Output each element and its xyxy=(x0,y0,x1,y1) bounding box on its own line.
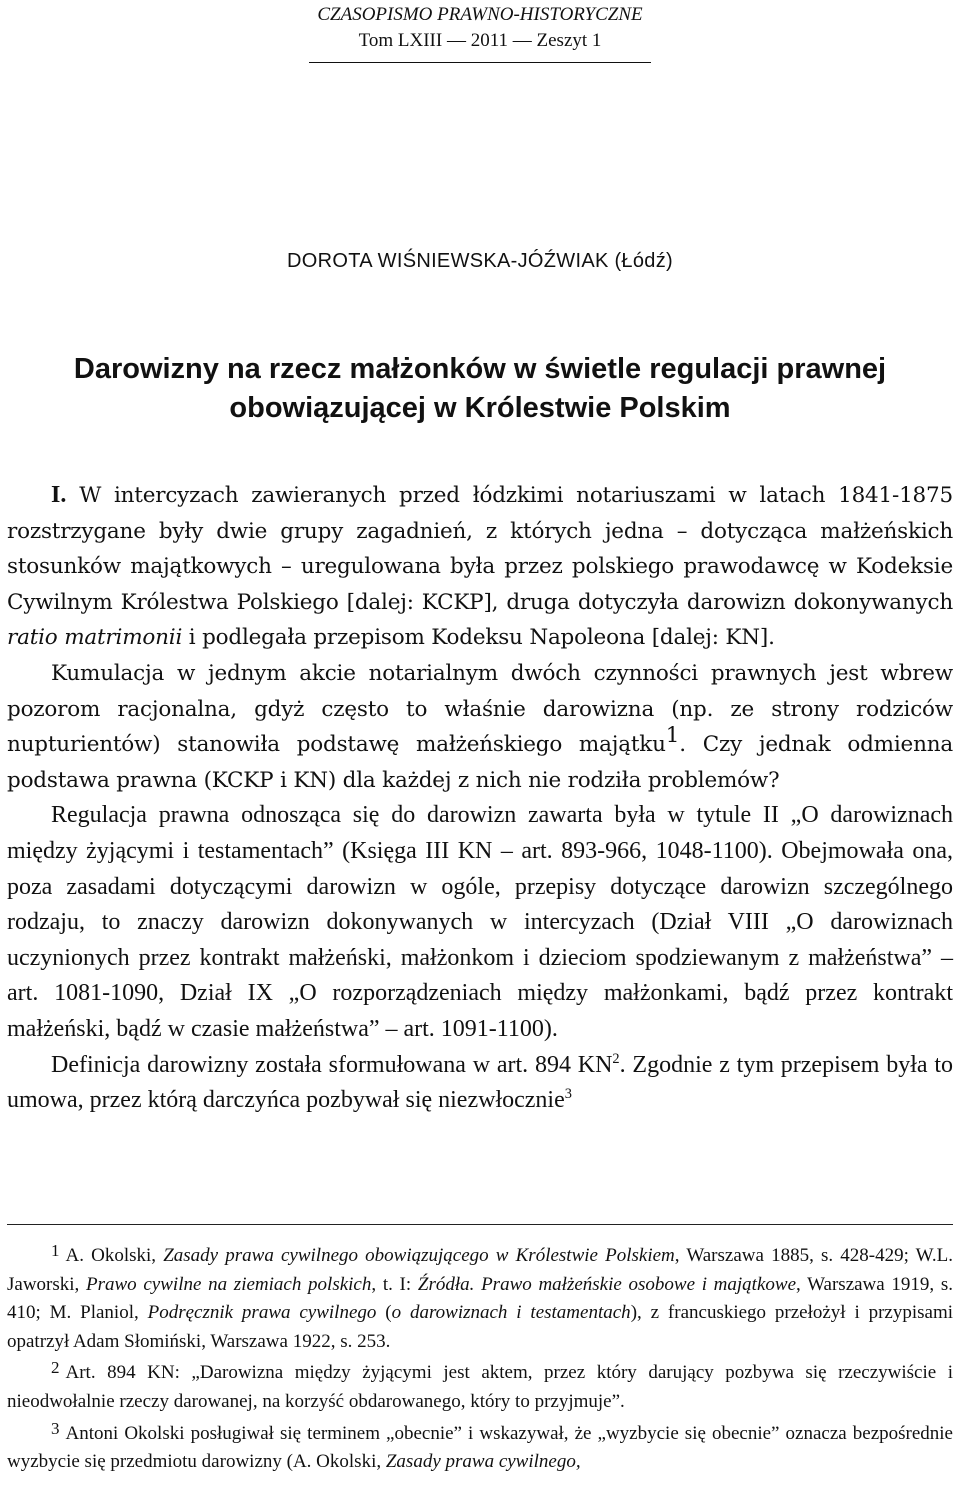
footnote-text: ), z francuskiego przełożył i przypisami opatrzył Adam Słomiński, Warszawa 1922, s. 253. xyxy=(7,1302,954,1352)
footnote-number: 1 xyxy=(51,1241,60,1260)
title-line-2: obowiązującej w Królestwie Polskim xyxy=(229,392,731,424)
cited-title: Podręcznik prawa cywilnego xyxy=(147,1302,377,1324)
paragraph-2-text-a: Kumulacja w jednym akcie notarialnym dwóch czynności prawnych jest wbrew pozorom racjonalna, gdyż często to właśnie darowizna (np. ze strony rodziców nupturientów) stanowiła podstawę małżeńskiego majątku xyxy=(7,660,953,758)
article-body xyxy=(7,478,953,1119)
footnote-text: Antoni Okolski posługiwał się terminem „obecnie” i wskazywał, że „wyzbycie się obecnie” oznacza bezpośrednie wyzbycie się przedmiotu darowizny (A. Okolski, xyxy=(7,1422,953,1473)
author-line: DOROTA WIŚNIEWSKA-JÓŹWIAK (Łódź) xyxy=(287,250,673,272)
article-title xyxy=(0,350,960,428)
footnote-number: 2 xyxy=(51,1358,60,1378)
paragraph-1-italic: ratio matrimonii xyxy=(7,625,183,651)
footnote-1 xyxy=(7,1242,953,1356)
paragraph-3: Regulacja prawna odnosząca się do darowizn zawarta była w tytule II „O darowiznach między żyjącymi i testamentach” (Księga III KN – art. 893-966, 1048-1100). Obejmowała ona, poza zasadami dotyczącymi darowizn w ogóle, przepisy dotyczące darowizn szczególnego rodzaju, to znaczy darowizn dokonywanych w intercyzach (Dział VIII „O darowiznach uczynionych przez kontrakt małżeński, małżonkom i dzieciom spodziewanym z małżeństwa” – art. 1081-1090, Dział IX „O rozporządzeniach między małżonkami, bądź przez kontrakt małżeński, bądź w czasie małżeństwa” – art. 1091-1100). xyxy=(7,802,953,1042)
footnote-text: , t. I: xyxy=(371,1273,418,1295)
footnotes xyxy=(7,1242,953,1480)
cited-title: o darowiznach i testamentach xyxy=(391,1302,631,1324)
footnote-ref-1[interactable]: 1 xyxy=(665,723,680,749)
cited-title: Prawo cywilne na ziemiach polskich xyxy=(86,1273,372,1295)
header-rule xyxy=(309,62,651,63)
footnote-text: , Warszawa 1919, s. 410; M. Planiol, xyxy=(7,1273,954,1324)
footnote-text: Art. 894 KN: „Darowizna między żyjącymi jest aktem, przez który darujący pozbywa się rzeczywiście i nieodwołalnie rzeczy darowanej, na korzyść obdarowanego, który to przyjmuje”. xyxy=(7,1362,953,1412)
footnote-number: 3 xyxy=(51,1418,60,1438)
paragraph-2-text-b: . Czy jednak odmienna podstawa prawna (KCKP i KN) dla każdej z nich nie rodziła problemów? xyxy=(7,732,953,793)
paragraph-4 xyxy=(7,1048,953,1119)
title-line-1: Darowizny na rzecz małżonków w świetle regulacji prawnej xyxy=(73,353,887,385)
cited-title: Zasady prawa cywilnego obowiązującego w Królestwie Polskiem xyxy=(163,1245,675,1266)
footnote-3 xyxy=(7,1420,953,1477)
paragraph-2 xyxy=(7,656,953,798)
paragraph-4-text-b: . Zgodnie z tym przepisem była to umowa, przez którą darczyńca pozbywał się niezwłocznie xyxy=(7,1051,953,1114)
paragraph-1-text-b: i podlegała przepisom Kodeksu Napoleona [dalej: KN]. xyxy=(182,625,775,651)
footnote-2 xyxy=(7,1359,953,1416)
cited-title: Zasady prawa cywilnego, xyxy=(385,1451,581,1473)
footnote-text: ( xyxy=(376,1302,392,1324)
footnote-ref-2[interactable]: 2 xyxy=(612,1050,620,1067)
running-header xyxy=(0,2,960,63)
paragraph-1-text-a: W intercyzach zawieranych przed łódzkimi notariuszami w latach 1841-1875 rozstrzygane były dwie grupy zagadnień, z których jedna – dotycząca małżeńskich stosunków majątkowych – uregulowana była przez polskiego prawodawcę w Kodeksie Cywilnym Królestwa Polskiego [dalej: KCKP], druga dotyczyła darowizn dokonywanych xyxy=(7,483,953,615)
section-number: I. xyxy=(51,482,67,508)
footnote-text: A. Okolski, xyxy=(65,1245,164,1266)
paragraph-4-text-a: Definicja darowizny została sformułowana w art. 894 KN xyxy=(51,1051,613,1078)
issue-info: Tom LXIII — 2011 — Zeszyt 1 xyxy=(358,30,602,51)
journal-name: CZASOPISMO PRAWNO-HISTORYCZNE xyxy=(317,4,643,25)
cited-title: Źródła. Prawo małżeńskie osobowe i majątkowe xyxy=(417,1273,797,1295)
paragraph-1 xyxy=(7,478,953,656)
footnote-ref-3[interactable]: 3 xyxy=(564,1086,572,1103)
footnote-divider xyxy=(7,1224,953,1225)
footnote-text: , Warszawa 1885, s. 428-429; W.L. Jaworski, xyxy=(7,1245,953,1295)
